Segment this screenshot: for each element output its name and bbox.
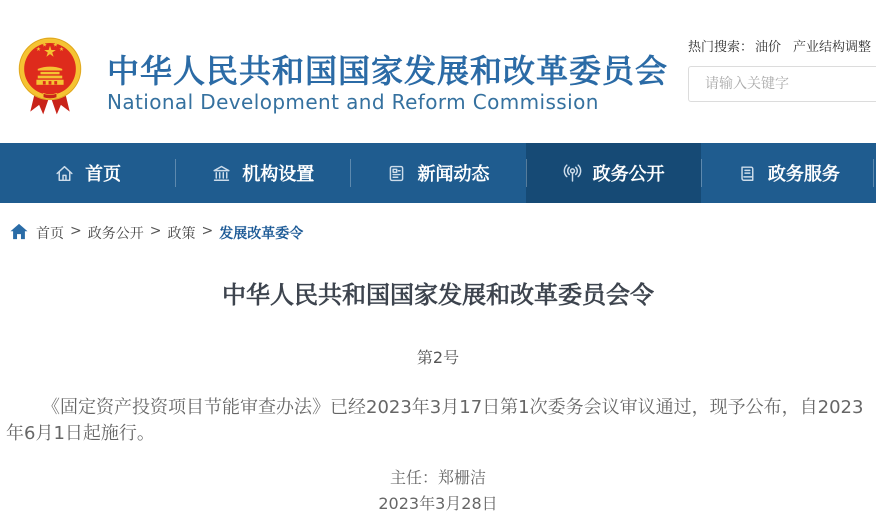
nav-item-label: 政务公开 (592, 164, 665, 185)
decree-number: 第2号 (416, 348, 460, 367)
nav-item-label: 首页 (85, 164, 122, 185)
service-book-icon (737, 163, 758, 184)
nav-item-home[interactable] (0, 143, 175, 203)
decree-article (0, 249, 876, 515)
breadcrumb-home-icon[interactable] (10, 223, 28, 240)
breadcrumb-link-policy[interactable]: 政策 (167, 226, 196, 242)
breadcrumb-link-home[interactable]: 首页 (36, 226, 64, 242)
search-input[interactable] (689, 67, 876, 101)
decree-body-paragraph: 《固定资产投资项目节能审查办法》已经2023年3月17日第1次委务会议审议通过，现予公布，自2023年6月1日起施行。 (6, 397, 864, 444)
decree-title: 中华人民共和国国家发展和改革委员会令 (222, 281, 654, 309)
site-title-en: National Development and Reform Commission (107, 90, 599, 114)
nav-item-label: 机构设置 (242, 164, 315, 185)
breadcrumb-link-disclosure[interactable]: 政务公开 (87, 226, 144, 242)
nav-item-label: 新闻动态 (417, 164, 490, 185)
hot-search-term-industry-structure[interactable]: 产业结构调整 (793, 40, 872, 55)
site-header (0, 0, 876, 143)
breadcrumb-current-page: 发展改革委令 (219, 226, 304, 242)
nav-item-label: 政务服务 (767, 164, 840, 185)
news-icon (386, 163, 407, 184)
breadcrumb (0, 203, 876, 249)
nav-item-government-services[interactable] (701, 143, 876, 203)
breadcrumb-separator: > (201, 223, 214, 239)
main-navbar (0, 143, 876, 203)
nav-item-news[interactable] (350, 143, 525, 203)
broadcast-icon (562, 163, 583, 184)
hot-search-term-oil-price[interactable]: 油价 (755, 40, 782, 55)
nav-item-government-affairs-disclosure[interactable] (526, 143, 701, 203)
decree-signer: 主任：郑栅洁 (389, 468, 486, 487)
site-title-block (107, 53, 668, 114)
hot-search-label: 热门搜索： (688, 40, 754, 55)
institution-icon (211, 163, 232, 184)
home-icon (54, 163, 75, 184)
header-search-area (688, 36, 876, 102)
national-emblem-icon (16, 33, 84, 121)
nav-item-organization[interactable] (175, 143, 350, 203)
breadcrumb-separator: > (149, 223, 162, 239)
search-box (688, 66, 876, 102)
decree-date: 2023年3月28日 (378, 494, 498, 513)
site-title-zh: 中华人民共和国国家发展和改革委员会 (107, 52, 669, 90)
hot-search-bar (688, 36, 876, 55)
breadcrumb-separator: > (70, 223, 82, 239)
